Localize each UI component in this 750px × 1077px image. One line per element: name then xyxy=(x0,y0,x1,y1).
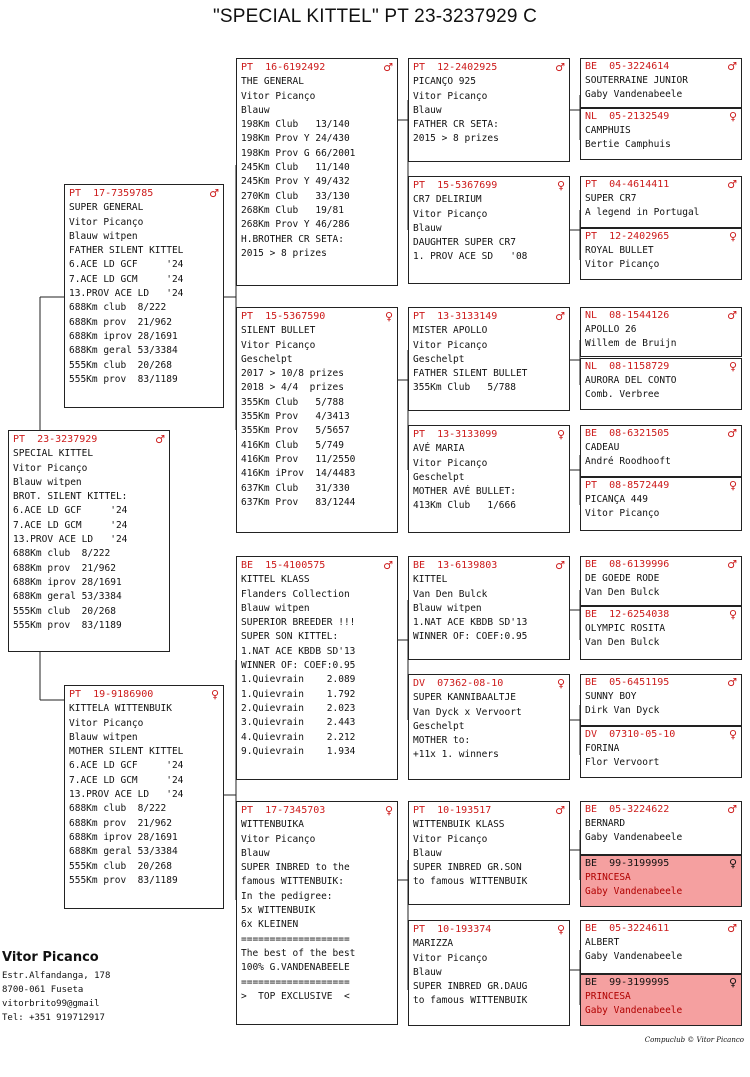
breeder-city: 8700-061 Fuseta xyxy=(2,985,84,995)
pedigree-line: 268Km Club 19/81 xyxy=(241,204,344,216)
g5-card-6 xyxy=(580,358,742,410)
pedigree-line: Geschelpt xyxy=(413,471,465,483)
dam-sire-card xyxy=(236,556,398,780)
dd-sire-card xyxy=(408,801,570,905)
pedigree-line: 688Km geral 53/3384 xyxy=(69,846,178,858)
ring-label: PT 17-7345703 xyxy=(241,805,326,816)
pedigree-line: Blauw xyxy=(241,104,270,116)
g5-card-9 xyxy=(580,556,742,606)
pedigree-line: WINNER OF: COEF:0.95 xyxy=(413,631,528,643)
pedigree-line: to famous WITTENBUIK xyxy=(413,876,528,888)
ring-number xyxy=(69,187,219,201)
pedigree-line: Gaby Vandenabeele xyxy=(585,1005,683,1016)
pedigree-line: Vitor Picanço xyxy=(13,462,88,474)
g5-card-12 xyxy=(580,726,742,778)
dam-dam-card xyxy=(236,801,398,1025)
ring-label: PT 17-7359785 xyxy=(69,188,154,199)
pedigree-line: 1.Quievrain 2.089 xyxy=(241,674,356,686)
ss-sire-card xyxy=(408,58,570,162)
male-icon: ♂ xyxy=(727,178,737,191)
ring-number xyxy=(585,728,737,742)
male-icon: ♂ xyxy=(727,427,737,440)
pedigree-line: 688Km prov 21/962 xyxy=(69,316,172,328)
ring-number xyxy=(585,558,737,572)
pedigree-line: Vitor Picanço xyxy=(413,339,488,351)
pedigree-line: 2015 > 8 prizes xyxy=(413,133,499,145)
pedigree-line: Geschelpt xyxy=(241,353,293,365)
pigeon-name: AVÉ MARIA xyxy=(413,443,465,455)
pigeon-name: DE GOEDE RODE xyxy=(585,573,660,584)
pedigree-line: WINNER OF: COEF:0.95 xyxy=(241,660,356,672)
pigeon-name: KITTELA WITTENBUIK xyxy=(69,703,172,715)
g5-card-10 xyxy=(580,606,742,660)
ring-label: BE 99-3199995 xyxy=(585,977,670,988)
pigeon-name: SUPER CR7 xyxy=(585,193,637,204)
pedigree-line: 555Km club 20/268 xyxy=(13,605,116,617)
ring-number xyxy=(413,179,565,193)
pedigree-line: SUPER SON KITTEL: xyxy=(241,631,339,643)
pedigree-line: Gaby Vandenabeele xyxy=(585,89,683,100)
pedigree-line: Blauw witpen xyxy=(69,731,138,743)
pedigree-line: 688Km prov 21/962 xyxy=(69,817,172,829)
pedigree-line: 7.ACE LD GCM '24 xyxy=(13,519,128,531)
pedigree-line: 355Km Club 5/788 xyxy=(241,396,344,408)
ring-number xyxy=(585,360,737,374)
dam-card xyxy=(64,685,224,909)
female-icon: ♀ xyxy=(384,310,393,323)
pedigree-line: 2015 > 8 prizes xyxy=(241,247,327,259)
pedigree-line: Vitor Picanço xyxy=(241,90,316,102)
pedigree-line: In the pedigree: xyxy=(241,890,333,902)
male-icon: ♂ xyxy=(555,310,565,323)
male-icon: ♂ xyxy=(727,803,737,816)
pedigree-line: Bertie Camphuis xyxy=(585,139,671,150)
pigeon-name: ROYAL BULLET xyxy=(585,245,654,256)
pedigree-line: 2017 > 10/8 prizes xyxy=(241,368,344,380)
pigeon-name: KITTEL KLASS xyxy=(241,574,310,586)
pedigree-line: 2.Quievrain 2.023 xyxy=(241,702,356,714)
pedigree-line: 688Km iprov 28/1691 xyxy=(69,831,178,843)
pedigree-line: Vitor Picanço xyxy=(69,717,144,729)
pigeon-name: KITTEL xyxy=(413,574,448,586)
breeder-name: Vitor Picanco xyxy=(2,950,99,965)
pigeon-name: PRINCESA xyxy=(585,872,631,883)
pedigree-line: MOTHER SILENT KITTEL xyxy=(69,746,184,758)
pigeon-name: WITTENBUIKA xyxy=(241,819,304,831)
pedigree-line: 688Km geral 53/3384 xyxy=(69,345,178,357)
ring-label: BE 13-6139803 xyxy=(413,560,498,571)
pedigree-line: MOTHER to: xyxy=(413,735,471,747)
sire-dam-card xyxy=(236,307,398,533)
female-icon: ♀ xyxy=(556,923,565,936)
g5-card-13 xyxy=(580,801,742,855)
breeder-info xyxy=(2,950,110,1025)
breeder-email: vitorbrito99@gmail xyxy=(2,999,100,1009)
male-icon: ♂ xyxy=(727,922,737,935)
pedigree-line: Flor Vervoort xyxy=(585,757,660,768)
pedigree-line: H.BROTHER CR SETA: xyxy=(241,233,344,245)
pedigree-line: 7.ACE LD GCM '24 xyxy=(69,273,184,285)
pedigree-line: 688Km iprov 28/1691 xyxy=(69,330,178,342)
ring-label: PT 13-3133149 xyxy=(413,311,498,322)
ring-number xyxy=(241,804,393,818)
ring-label: PT 16-6192492 xyxy=(241,62,326,73)
g5-card-3 xyxy=(580,176,742,228)
female-icon: ♀ xyxy=(728,728,737,741)
ring-number xyxy=(585,427,737,441)
pedigree-line: +11x 1. winners xyxy=(413,749,499,761)
pedigree-line: 6.ACE LD GCF '24 xyxy=(13,505,128,517)
pedigree-line: FATHER CR SETA: xyxy=(413,119,499,131)
pedigree-line: 416Km Club 5/749 xyxy=(241,439,344,451)
ring-number xyxy=(413,559,565,573)
pedigree-line: 555Km prov 83/1189 xyxy=(69,373,178,385)
pedigree-line: to famous WITTENBUIK xyxy=(413,995,528,1007)
pigeon-name: CAMPHUIS xyxy=(585,125,631,136)
ring-label: PT 15-5367590 xyxy=(241,311,326,322)
ss-dam-card xyxy=(408,176,570,284)
footer-credit: Compuclub © Vitor Picanco xyxy=(644,1036,744,1044)
ring-number xyxy=(413,804,565,818)
pedigree-line: Blauw witpen xyxy=(413,602,482,614)
pedigree-line: FATHER SILENT KITTEL xyxy=(69,245,184,257)
pedigree-line: 13.PROV ACE LD '24 xyxy=(69,789,184,801)
pedigree-line: 13.PROV ACE LD '24 xyxy=(69,288,184,300)
pedigree-line: Vitor Picanço xyxy=(413,90,488,102)
pedigree-line: Geschelpt xyxy=(413,720,465,732)
female-icon: ♀ xyxy=(728,360,737,373)
ring-number xyxy=(585,608,737,622)
pedigree-line: Dirk Van Dyck xyxy=(585,705,660,716)
pedigree-line: 268Km Prov Y 46/286 xyxy=(241,219,350,231)
pedigree-line: 1.NAT ACE KBDB SD'13 xyxy=(413,617,528,629)
ring-number xyxy=(241,310,393,324)
pedigree-line: Blauw witpen xyxy=(13,476,82,488)
g5-card-8 xyxy=(580,477,742,531)
pedigree-line: 688Km iprov 28/1691 xyxy=(13,576,122,588)
pigeon-name: WITTENBUIK KLASS xyxy=(413,819,505,831)
pedigree-line: Vitor Picanço xyxy=(585,508,660,519)
ring-label: BE 08-6139996 xyxy=(585,559,670,570)
pedigree-line: 198Km Prov G 66/2001 xyxy=(241,147,356,159)
pedigree-line: 2018 > 4/4 prizes xyxy=(241,382,344,394)
ring-label: BE 05-6451195 xyxy=(585,677,670,688)
pedigree-line: 1.NAT ACE KBDB SD'13 xyxy=(241,645,356,657)
pedigree-line: 9.Quievrain 1.934 xyxy=(241,745,356,757)
pedigree-line: Vitor Picanço xyxy=(241,833,316,845)
ring-number xyxy=(585,110,737,124)
pedigree-line: =================== xyxy=(241,933,350,945)
ring-label: NL 05-2132549 xyxy=(585,111,670,122)
ring-number xyxy=(585,60,737,74)
pedigree-line: Blauw xyxy=(413,966,442,978)
ring-label: NL 08-1158729 xyxy=(585,361,670,372)
ring-label: DV 07362-08-10 xyxy=(413,678,504,689)
ring-label: BE 05-3224622 xyxy=(585,804,670,815)
pigeon-name: PICANÇO 925 xyxy=(413,76,476,88)
g5-card-14 xyxy=(580,855,742,907)
female-icon: ♀ xyxy=(556,428,565,441)
pigeon-name: SILENT BULLET xyxy=(241,325,316,337)
pedigree-line: Blauw witpen xyxy=(241,602,310,614)
female-icon: ♀ xyxy=(728,608,737,621)
pedigree-line: Vitor Picanço xyxy=(413,457,488,469)
sire-sire-card xyxy=(236,58,398,286)
pedigree-line: Blauw witpen xyxy=(69,230,138,242)
pedigree-line: 4.Quievrain 2.212 xyxy=(241,731,356,743)
ring-number xyxy=(585,922,737,936)
ds-sire-card xyxy=(408,556,570,660)
pedigree-line: Flanders Collection xyxy=(241,588,350,600)
male-icon: ♂ xyxy=(727,60,737,73)
g5-card-16 xyxy=(580,974,742,1026)
page-title: "SPECIAL KITTEL" PT 23-3237929 C xyxy=(212,6,538,27)
pigeon-name: BERNARD xyxy=(585,818,626,829)
ring-label: PT 12-2402965 xyxy=(585,231,670,242)
male-icon: ♂ xyxy=(383,559,393,572)
g5-card-7 xyxy=(580,425,742,477)
ring-number xyxy=(585,676,737,690)
pigeon-name: SUPER KANNIBAALTJE xyxy=(413,692,516,704)
pedigree-line: 355Km Prov 5/5657 xyxy=(241,425,350,437)
pedigree-line: Van Den Bulck xyxy=(585,637,660,648)
ring-number xyxy=(241,61,393,75)
pedigree-line: Blauw xyxy=(413,104,442,116)
pedigree-line: 270Km Club 33/130 xyxy=(241,190,350,202)
ring-number xyxy=(585,178,737,192)
pedigree-line: Willem de Bruijn xyxy=(585,338,677,349)
female-icon: ♀ xyxy=(728,976,737,989)
female-icon: ♀ xyxy=(384,804,393,817)
pedigree-line: Van Den Bulck xyxy=(413,588,488,600)
male-icon: ♂ xyxy=(555,559,565,572)
breeder-address: Estr.Alfandanga, 178 xyxy=(2,971,111,981)
pedigree-line: 416Km Prov 11/2550 xyxy=(241,453,356,465)
pedigree-line: BROT. SILENT KITTEL: xyxy=(13,491,128,503)
female-icon: ♀ xyxy=(728,230,737,243)
ring-label: BE 15-4100575 xyxy=(241,560,326,571)
pedigree-line: 6x KLEINEN xyxy=(241,919,299,931)
pedigree-line: 555Km prov 83/1189 xyxy=(13,619,122,631)
pedigree-line: Vitor Picanço xyxy=(413,833,488,845)
pedigree-line: 13.PROV ACE LD '24 xyxy=(13,534,128,546)
pedigree-line: Gaby Vandenabeele xyxy=(585,886,683,897)
pedigree-line: 198Km Prov Y 24/430 xyxy=(241,133,350,145)
ring-label: BE 99-3199995 xyxy=(585,858,670,869)
pedigree-line: Gaby Vandenabeele xyxy=(585,951,683,962)
ring-label: PT 10-193374 xyxy=(413,924,492,935)
pigeon-name: CADEAU xyxy=(585,442,620,453)
pedigree-line: Van Dyck x Vervoort xyxy=(413,706,522,718)
pedigree-line: Geschelpt xyxy=(413,353,465,365)
pigeon-name: THE GENERAL xyxy=(241,76,304,88)
pedigree-line: Blauw xyxy=(413,847,442,859)
male-icon: ♂ xyxy=(555,61,565,74)
female-icon: ♀ xyxy=(728,479,737,492)
ring-number xyxy=(13,433,165,447)
sd-sire-card xyxy=(408,307,570,411)
pedigree-line: 198Km Club 13/140 xyxy=(241,119,350,131)
pedigree-line: FATHER SILENT BULLET xyxy=(413,368,528,380)
pedigree-line: Van Den Bulck xyxy=(585,587,660,598)
male-icon: ♂ xyxy=(383,61,393,74)
g5-card-11 xyxy=(580,674,742,726)
ring-number xyxy=(585,309,737,323)
ring-label: PT 23-3237929 xyxy=(13,434,98,445)
pedigree-line: 413Km Club 1/666 xyxy=(413,500,516,512)
pedigree-line: 555Km club 20/268 xyxy=(69,860,172,872)
female-icon: ♀ xyxy=(210,688,219,701)
pedigree-line: 637Km Prov 83/1244 xyxy=(241,496,356,508)
male-icon: ♂ xyxy=(555,804,565,817)
male-icon: ♂ xyxy=(727,309,737,322)
pedigree-line: SUPER INBRED to the xyxy=(241,862,350,874)
pigeon-name: FORINA xyxy=(585,743,620,754)
pedigree-line: Vitor Picanço xyxy=(69,216,144,228)
female-icon: ♀ xyxy=(556,677,565,690)
pedigree-line: Blauw xyxy=(241,847,270,859)
pedigree-line: 3.Quievrain 2.443 xyxy=(241,717,356,729)
male-icon: ♂ xyxy=(209,187,219,200)
ring-label: PT 10-193517 xyxy=(413,805,492,816)
ring-number xyxy=(413,677,565,691)
pigeon-name: OLYMPIC ROSITA xyxy=(585,623,666,634)
ring-number xyxy=(585,230,737,244)
subject-card xyxy=(8,430,170,652)
ring-label: BE 12-6254038 xyxy=(585,609,670,620)
pedigree-line: 6.ACE LD GCF '24 xyxy=(69,760,184,772)
pedigree-line: 7.ACE LD GCM '24 xyxy=(69,774,184,786)
ring-label: BE 05-3224614 xyxy=(585,61,670,72)
breeder-phone: Tel: +351 919712917 xyxy=(2,1013,105,1023)
g5-card-5 xyxy=(580,307,742,357)
g5-card-2 xyxy=(580,108,742,160)
ring-number xyxy=(585,479,737,493)
ring-label: DV 07310-05-10 xyxy=(585,729,676,740)
pedigree-line: > TOP EXCLUSIVE < xyxy=(241,990,350,1002)
pigeon-name: SUNNY BOY xyxy=(585,691,637,702)
pedigree-line: DAUGHTER SUPER CR7 xyxy=(413,237,516,249)
male-icon: ♂ xyxy=(727,558,737,571)
pedigree-line: André Roodhooft xyxy=(585,456,671,467)
dd-dam-card xyxy=(408,920,570,1026)
pedigree-line: =================== xyxy=(241,976,350,988)
pedigree-line: Vitor Picanço xyxy=(413,208,488,220)
pedigree-line: 688Km geral 53/3384 xyxy=(13,591,122,603)
pedigree-line: 5x WITTENBUIK xyxy=(241,905,316,917)
ring-number xyxy=(69,688,219,702)
ring-label: PT 12-2402925 xyxy=(413,62,498,73)
pedigree-line: 637Km Club 31/330 xyxy=(241,482,350,494)
pedigree-line: Blauw xyxy=(413,222,442,234)
pigeon-name: APOLLO 26 xyxy=(585,324,637,335)
pedigree-line: Vitor Picanço xyxy=(585,259,660,270)
pedigree-line: Vitor Picanço xyxy=(241,339,316,351)
pedigree-line: 688Km prov 21/962 xyxy=(13,562,116,574)
pedigree-line: Gaby Vandenabeele xyxy=(585,832,683,843)
pigeon-name: AURORA DEL CONTO xyxy=(585,375,677,386)
pedigree-line: 245Km Club 11/140 xyxy=(241,162,350,174)
ring-number xyxy=(585,976,737,990)
g5-card-15 xyxy=(580,920,742,974)
pedigree-line: 688Km club 8/222 xyxy=(69,302,167,314)
pedigree-line: 100% G.VANDENABEELE xyxy=(241,962,350,974)
pedigree-line: 6.ACE LD GCF '24 xyxy=(69,259,184,271)
pedigree-line: Comb. Verbree xyxy=(585,389,660,400)
ring-number xyxy=(585,803,737,817)
pedigree-line: MOTHER AVÉ BULLET: xyxy=(413,486,516,498)
pedigree-line: 355Km Club 5/788 xyxy=(413,382,516,394)
pedigree-line: SUPER INBRED GR.SON xyxy=(413,862,522,874)
ring-label: PT 08-8572449 xyxy=(585,480,670,491)
ring-label: BE 05-3224611 xyxy=(585,923,670,934)
pedigree-line: 688Km club 8/222 xyxy=(69,803,167,815)
female-icon: ♀ xyxy=(556,179,565,192)
pigeon-name: SOUTERRAINE JUNIOR xyxy=(585,75,688,86)
pigeon-name: SUPER GENERAL xyxy=(69,202,144,214)
male-icon: ♂ xyxy=(155,433,165,446)
pigeon-name: PRINCESA xyxy=(585,991,631,1002)
ring-number xyxy=(413,428,565,442)
pigeon-name: CR7 DELIRIUM xyxy=(413,194,482,206)
pedigree-line: 355Km Prov 4/3413 xyxy=(241,411,350,423)
ring-label: PT 13-3133099 xyxy=(413,429,498,440)
ring-number xyxy=(241,559,393,573)
ring-label: PT 19-9186900 xyxy=(69,689,154,700)
pedigree-line: Vitor Picanço xyxy=(413,952,488,964)
pedigree-line: SUPER INBRED GR.DAUG xyxy=(413,981,528,993)
sire-card xyxy=(64,184,224,408)
female-icon: ♀ xyxy=(728,857,737,870)
pedigree-line: 416Km iProv 14/4483 xyxy=(241,468,356,480)
ring-label: PT 15-5367699 xyxy=(413,180,498,191)
pigeon-name: ALBERT xyxy=(585,937,620,948)
pedigree-line: 245Km Prov Y 49/432 xyxy=(241,176,350,188)
pedigree-line: 555Km prov 83/1189 xyxy=(69,874,178,886)
ring-number xyxy=(413,61,565,75)
ds-dam-card xyxy=(408,674,570,780)
pedigree-line: famous WITTENBUIK: xyxy=(241,876,344,888)
ring-number xyxy=(585,857,737,871)
ring-label: BE 08-6321505 xyxy=(585,428,670,439)
pedigree-line: SUPERIOR BREEDER !!! xyxy=(241,617,356,629)
pedigree-line: 555Km club 20/268 xyxy=(69,359,172,371)
g5-card-4 xyxy=(580,228,742,280)
pigeon-name: MISTER APOLLO xyxy=(413,325,488,337)
pigeon-name: SPECIAL KITTEL xyxy=(13,448,94,460)
sd-dam-card xyxy=(408,425,570,533)
ring-label: PT 04-4614411 xyxy=(585,179,670,190)
pigeon-name: PICANÇA 449 xyxy=(585,494,648,505)
ring-number xyxy=(413,310,565,324)
pedigree-line: 1.Quievrain 1.792 xyxy=(241,688,356,700)
male-icon: ♂ xyxy=(727,676,737,689)
pedigree-line: 1. PROV ACE SD '08 xyxy=(413,251,528,263)
pedigree-line: A legend in Portugal xyxy=(585,207,700,218)
pedigree-line: 688Km club 8/222 xyxy=(13,548,111,560)
pigeon-name: MARIZZA xyxy=(413,938,454,950)
g5-card-1 xyxy=(580,58,742,108)
pedigree-line: The best of the best xyxy=(241,947,356,959)
ring-number xyxy=(413,923,565,937)
ring-label: NL 08-1544126 xyxy=(585,310,670,321)
female-icon: ♀ xyxy=(728,110,737,123)
